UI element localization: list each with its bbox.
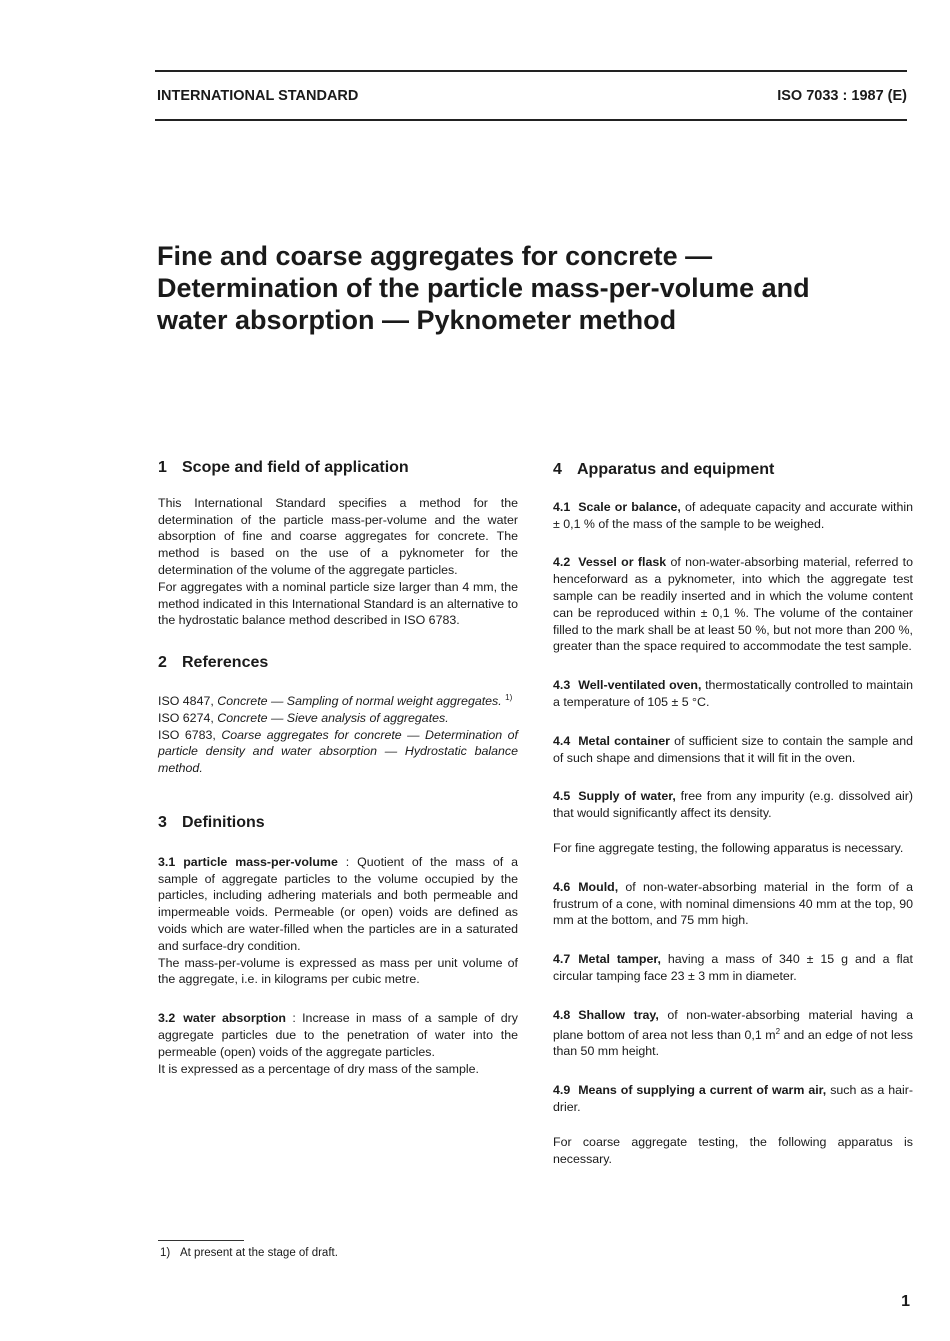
apparatus-term: Metal container: [578, 733, 670, 748]
section-1-title: Scope and field of application: [182, 459, 409, 476]
apparatus-4-6: [553, 879, 913, 929]
clause-number: 4.4: [553, 733, 571, 748]
footnote-number: 1): [160, 1247, 171, 1259]
header-standard-number: ISO 7033 : 1987 (E): [777, 88, 907, 104]
apparatus-4-9: [553, 1082, 913, 1116]
superscript-exponent: 2: [775, 1026, 781, 1036]
apparatus-text-continued: and an edge of not less than 50 mm height.: [553, 1027, 913, 1059]
definition-3-2-note: It is expressed as a percentage of dry mass of the sample.: [158, 1061, 479, 1076]
section-2-title: References: [182, 654, 269, 672]
apparatus-term: Mould,: [578, 879, 619, 894]
apparatus-4-2: [553, 554, 913, 655]
apparatus-term: Vessel or flask: [578, 555, 667, 570]
apparatus-term: Means of supplying a current of warm air,: [578, 1083, 827, 1098]
definition-3-2: [158, 1010, 518, 1060]
reference-iso-4847: [158, 690, 518, 710]
definition-3-1-note: The mass-per-volume is expressed as mass per unit volume of the aggregate, i.e. in kilograms per cubic metre.: [158, 955, 518, 987]
page-number: 1: [901, 1293, 910, 1310]
section-2-number: 2: [158, 654, 167, 672]
document-title: [157, 240, 897, 336]
apparatus-text: of non-water-absorbing material having a plane bottom of area not less than 0,1 m: [553, 1007, 913, 1042]
clause-number: 4.8: [553, 1007, 571, 1022]
clause-number: 3.1: [158, 854, 176, 869]
reference-3-code: ISO 6783,: [158, 727, 216, 742]
apparatus-text: of non-water-absorbing material in the form of a frustrum of a cone, with nominal dimensions 40 mm at the top, 90 mm at the bottom, and 75 mm high.: [553, 879, 913, 928]
apparatus-4-8: [553, 1007, 913, 1061]
apparatus-text: of non-water-absorbing material, referred to henceforward as a pyknometer, into which the aggregate test sample can be readily inserted and in which the volume content can be reproduced within ± 0,1 %. The volume of the container filled to the mark shall be at least 50 %, but not more than 200 %, greater than the space required to accommodate the test sample.: [553, 555, 914, 654]
left-column: [158, 460, 518, 1077]
right-column: [553, 462, 913, 1167]
footnote-text: At present at the stage of draft.: [180, 1247, 338, 1259]
defined-term: particle mass-per-volume: [183, 854, 338, 869]
apparatus-4-5: [553, 788, 913, 822]
section-3-number: 3: [158, 814, 167, 832]
reference-2-title: Concrete — Sieve analysis of aggregates.: [217, 710, 449, 725]
definition-3-1: [158, 854, 518, 955]
section-3-heading: [158, 815, 518, 832]
clause-number: 4.3: [553, 678, 571, 693]
clause-number: 4.2: [553, 555, 571, 570]
scope-paragraph-2: For aggregates with a nominal particle size larger than 4 mm, the method indicated in this International Standard is an alternative to the hydrostatic balance method described in ISO 6783.: [158, 579, 518, 628]
section-1-number: 1: [158, 459, 167, 476]
reference-iso-6274: [158, 710, 518, 727]
coarse-aggregate-note: For coarse aggregate testing, the following apparatus is necessary.: [553, 1134, 913, 1166]
section-references: [158, 655, 518, 777]
apparatus-4-3: [553, 677, 913, 711]
footnote-marker: 1): [505, 692, 513, 702]
definition-text: : Increase in mass of a sample of dry aggregate particles due to the penetration of water into the permeable (open) voids of the aggregate particles.: [158, 1011, 519, 1059]
reference-iso-6783: [158, 727, 518, 777]
section-scope: [158, 460, 518, 629]
fine-aggregate-note: For fine aggregate testing, the following apparatus is necessary.: [553, 840, 904, 855]
header-bottom-rule: [155, 119, 907, 121]
section-4-number: 4: [553, 461, 562, 478]
apparatus-text: free from any impurity (e.g. dissolved air) that would significantly affect its density.: [553, 789, 913, 821]
clause-number: 4.5: [553, 789, 571, 804]
apparatus-4-1: [553, 499, 913, 533]
apparatus-term: Metal tamper,: [578, 952, 661, 967]
apparatus-text: having a mass of 340 ± 15 g and a flat circular tamping face 23 ± 3 mm in diameter.: [553, 952, 913, 983]
title-line-3: water absorption — Pyknometer method: [157, 305, 677, 335]
title-line-2: Determination of the particle mass-per-volume and: [157, 273, 810, 303]
clause-number: 4.6: [553, 879, 571, 894]
reference-1-title: Concrete — Sampling of normal weight aggregates.: [217, 694, 502, 709]
section-3-title: Definitions: [182, 814, 265, 832]
scope-paragraph-1: This International Standard specifies a method for the determination of the particle mass-per-volume and the water absorption of fine and coarse aggregates for concrete. The method is based on the use of a pyknometer for the determination of the volume of the aggregate particles.: [158, 495, 518, 577]
definition-text: : Quotient of the mass of a sample of aggregate particles to the volume occupied by the particles, including adhering materials and both permeable and impermeable voids. Permeable (or open) voids are defined as voids which are water-filled when the particles are in a saturated and surface-dry condition.: [158, 854, 518, 953]
apparatus-text: of adequate capacity and accurate within ± 0,1 % of the mass of the sample to be weighed.: [553, 499, 913, 531]
section-4-heading: [553, 462, 913, 479]
section-4-title: Apparatus and equipment: [577, 461, 775, 478]
clause-number: 3.2: [158, 1011, 176, 1026]
clause-number: 4.1: [553, 499, 571, 514]
reference-1-code: ISO 4847,: [158, 694, 214, 709]
clause-number: 4.7: [553, 952, 571, 967]
footnote: [160, 1247, 338, 1259]
header-standard-label: INTERNATIONAL STANDARD: [157, 88, 359, 104]
apparatus-text: thermostatically controlled to maintain a temperature of 105 ± 5 °C.: [553, 678, 913, 709]
section-definitions: [158, 815, 518, 1077]
apparatus-term: Scale or balance,: [578, 499, 681, 514]
apparatus-text: of sufficient size to contain the sample and of such shape and dimensions that it will fit in the oven.: [553, 733, 913, 765]
apparatus-term: Supply of water,: [578, 789, 676, 804]
apparatus-text: such as a hair-drier.: [553, 1083, 913, 1115]
clause-number: 4.9: [553, 1083, 571, 1098]
apparatus-4-7: [553, 951, 913, 985]
apparatus-term: Well-ventilated oven,: [578, 678, 702, 693]
header-top-rule: [155, 70, 907, 72]
reference-2-code: ISO 6274,: [158, 710, 214, 725]
apparatus-4-4: [553, 733, 913, 767]
defined-term: water absorption: [183, 1011, 286, 1026]
apparatus-term: Shallow tray,: [578, 1007, 659, 1022]
section-2-heading: [158, 655, 518, 672]
title-line-1: Fine and coarse aggregates for concrete —: [157, 241, 713, 271]
section-1-heading: [158, 460, 518, 477]
footnote-rule: [158, 1240, 244, 1241]
reference-3-title: Coarse aggregates for concrete — Determination of particle density and water absorption — Hydrostatic balance method.: [158, 727, 518, 776]
